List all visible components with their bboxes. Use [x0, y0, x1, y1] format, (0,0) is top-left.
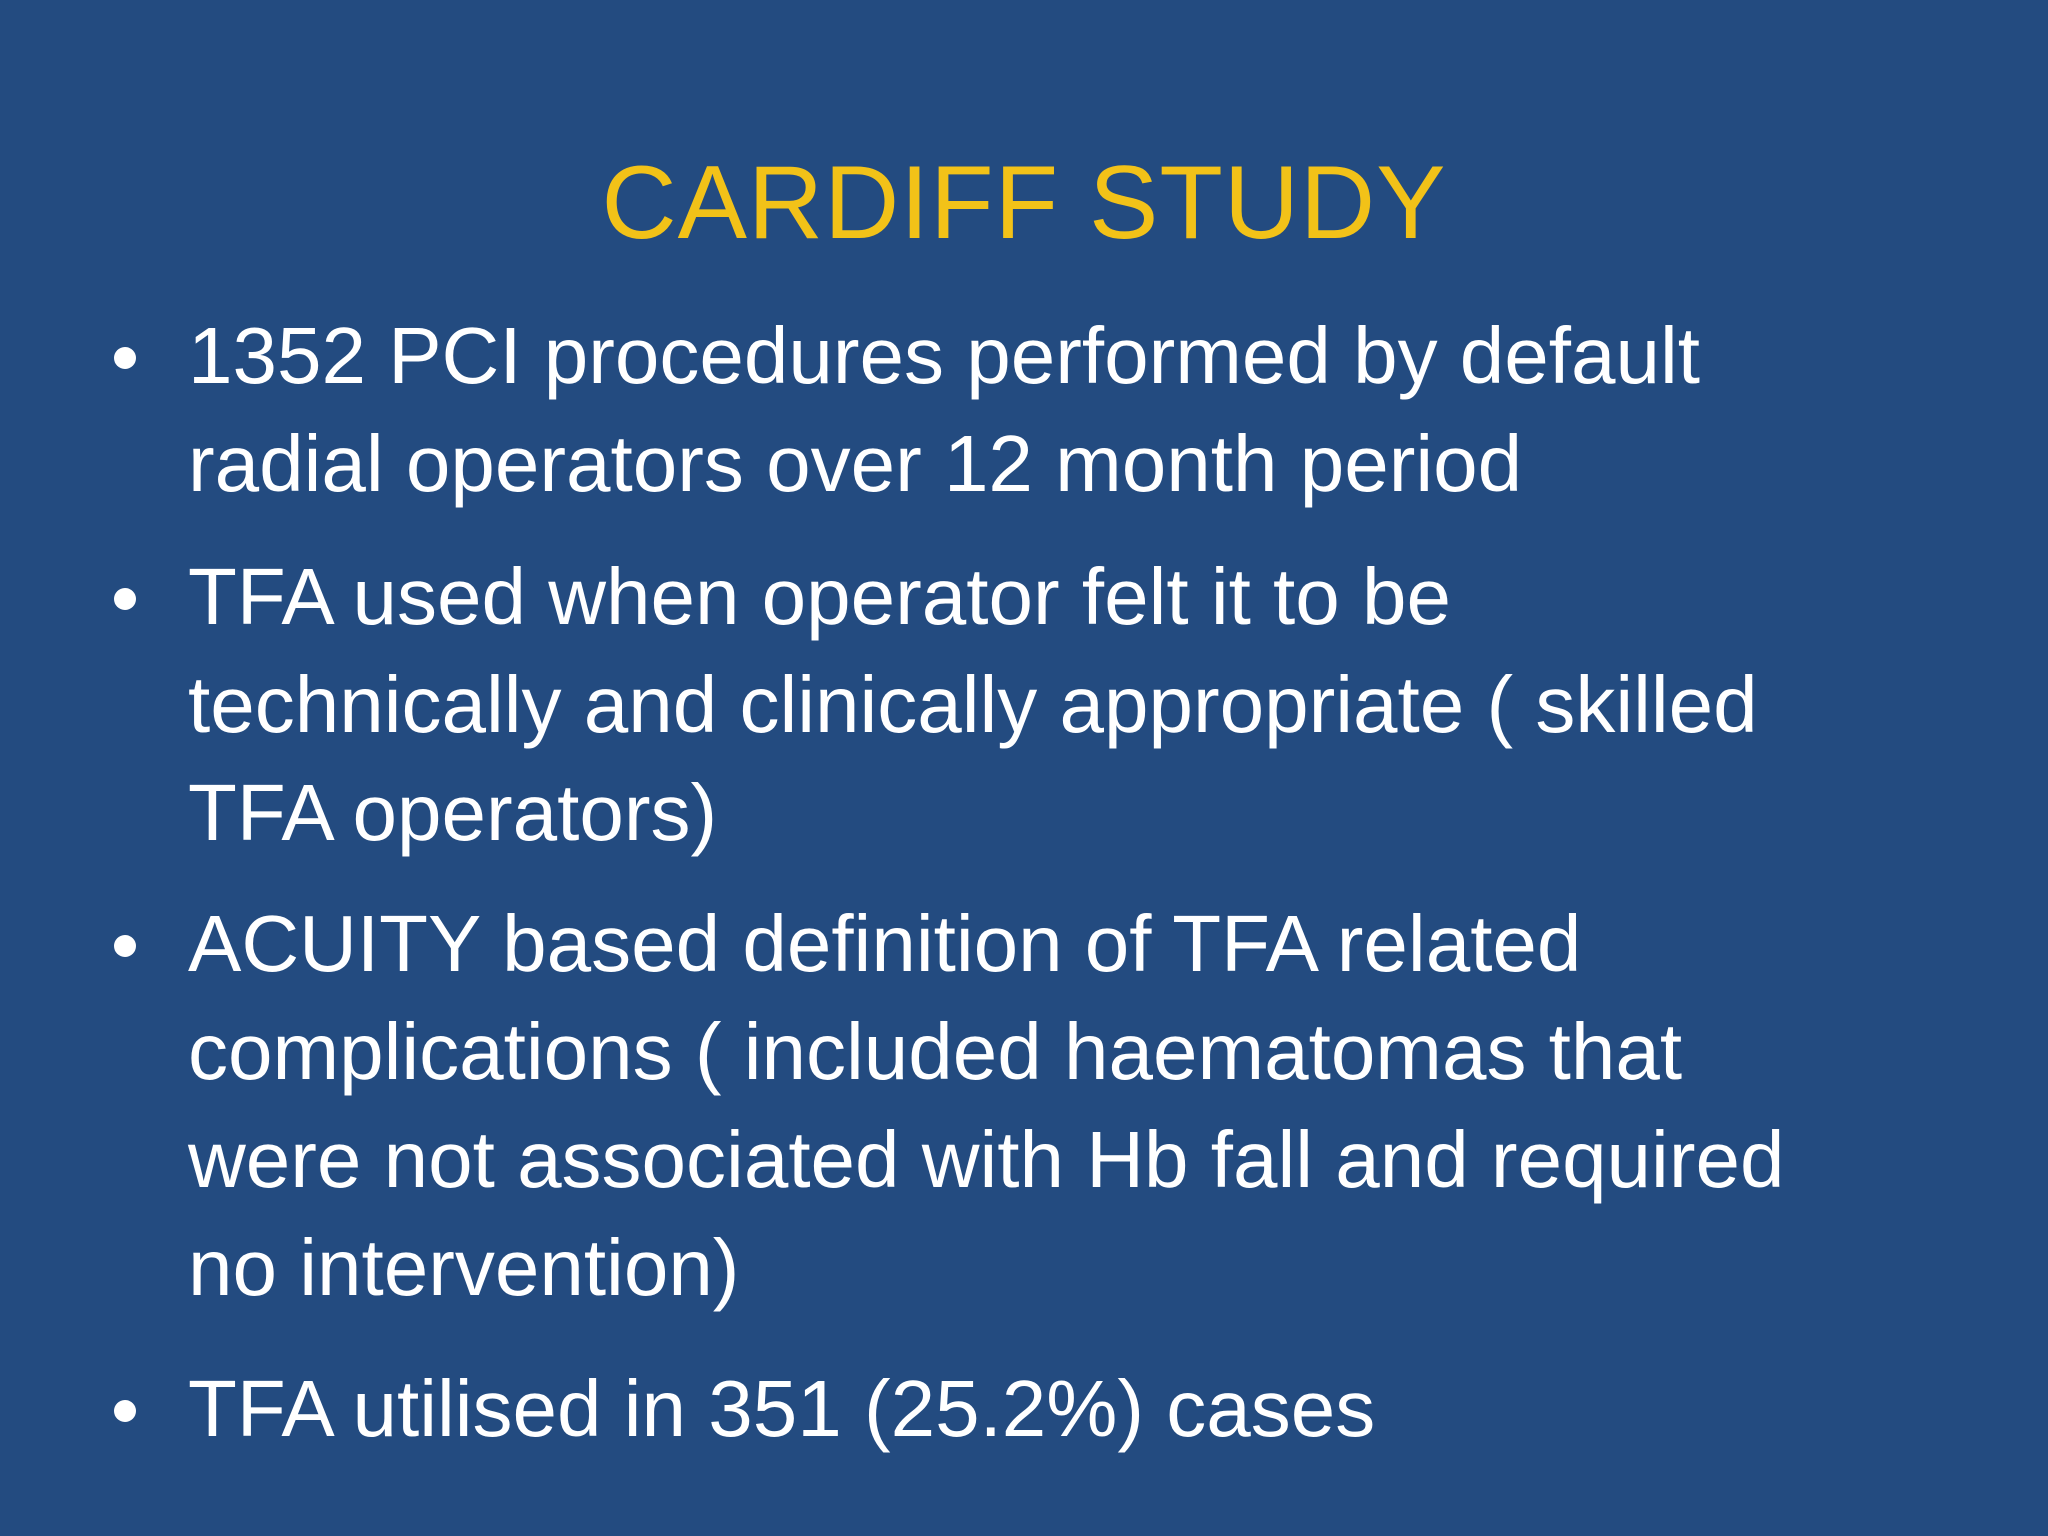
slide-title: CARDIFF STUDY	[601, 145, 1447, 261]
bullet-icon	[114, 347, 136, 369]
bullet-text	[188, 1355, 1888, 1463]
bullet-icon	[114, 935, 136, 957]
bullet-line: were not associated with Hb fall and required	[188, 1115, 1785, 1204]
bullet-line: no intervention)	[188, 1223, 740, 1312]
bullet-icon	[114, 1400, 136, 1422]
bullet-line: TFA operators)	[188, 768, 718, 857]
bullet-text	[188, 543, 1888, 867]
bullet-line: radial operators over 12 month period	[188, 419, 1523, 508]
bullet-text	[188, 302, 1888, 518]
bullet-line: technically and clinically appropriate ( skilled	[188, 660, 1758, 749]
bullet-line: TFA utilised in 351 (25.2%) cases	[188, 1364, 1376, 1453]
bullet-text	[188, 890, 1888, 1322]
bullet-icon	[114, 588, 136, 610]
bullet-line: ACUITY based definition of TFA related	[188, 899, 1582, 988]
bullet-line: 1352 PCI procedures performed by default	[188, 311, 1700, 400]
bullet-line: TFA used when operator felt it to be	[188, 552, 1451, 641]
bullet-line: complications ( included haematomas that	[188, 1007, 1683, 1096]
